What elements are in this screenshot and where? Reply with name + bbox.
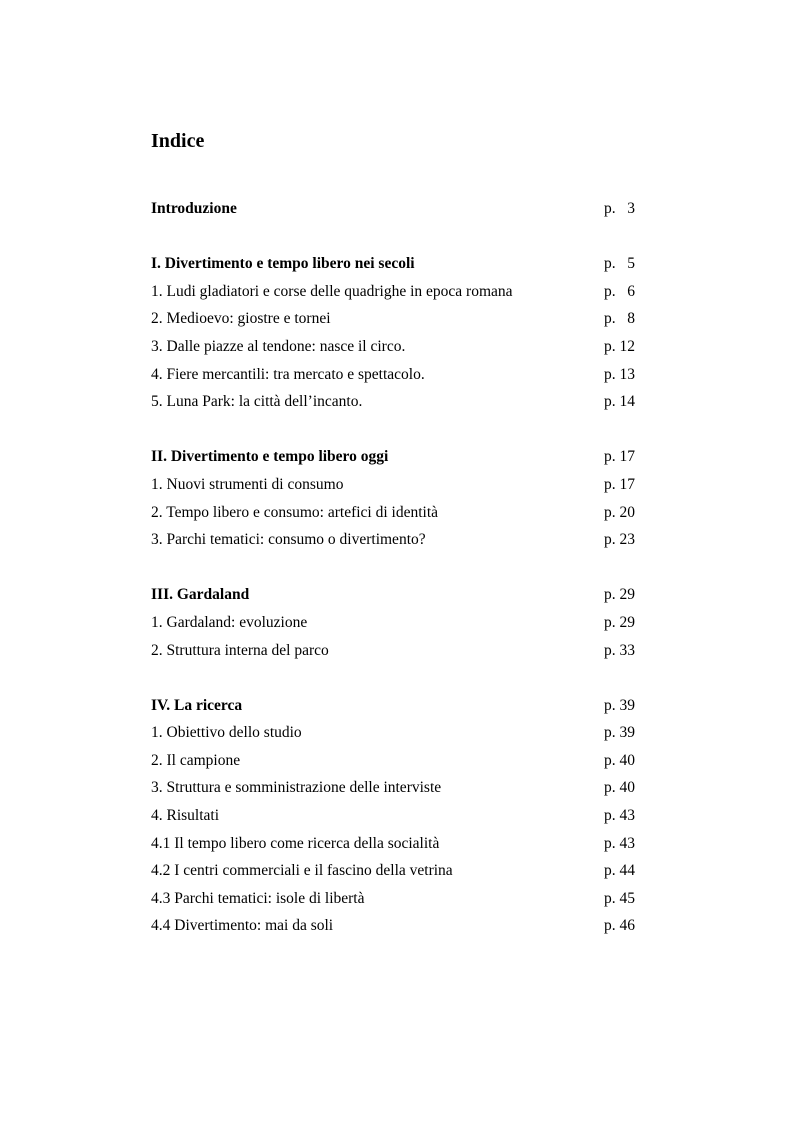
toc-section — [151, 471, 637, 499]
toc-section — [151, 388, 637, 416]
toc-label: 5. Luna Park: la città dell’incanto. — [151, 393, 363, 411]
toc-section — [151, 333, 637, 361]
toc-section — [151, 499, 637, 527]
table-of-contents — [151, 195, 637, 940]
toc-page: p. 12 — [604, 337, 635, 355]
toc-label: 1. Obiettivo dello studio — [151, 724, 302, 742]
toc-section — [151, 802, 637, 830]
toc-page: p. 23 — [604, 531, 635, 549]
toc-page: p. 6 — [604, 282, 635, 300]
toc-label: 4. Fiere mercantili: tra mercato e spettacolo. — [151, 365, 425, 383]
toc-label: Introduzione — [151, 200, 237, 217]
toc-page: p. 14 — [604, 393, 635, 411]
toc-page: p. 40 — [604, 779, 635, 797]
toc-label: 2. Tempo libero e consumo: artefici di identità — [151, 503, 439, 521]
toc-page: p. 8 — [604, 310, 635, 328]
toc-label: 1. Nuovi strumenti di consumo — [151, 475, 344, 493]
toc-label: 4.4 Divertimento: mai da soli — [151, 917, 334, 935]
toc-section — [151, 774, 637, 802]
toc-label: 2. Struttura interna del parco — [151, 641, 329, 659]
toc-label: I. Divertimento e tempo libero nei secoli — [151, 255, 415, 273]
toc-label: III. Gardaland — [151, 586, 250, 604]
toc-page: p. 3 — [604, 200, 635, 217]
toc-section — [151, 305, 637, 333]
toc-section — [151, 526, 637, 554]
toc-page: p. 13 — [604, 365, 635, 383]
toc-label: 1. Ludi gladiatori e corse delle quadrighe in epoca romana — [151, 282, 513, 300]
page-title: Indice — [151, 130, 205, 152]
toc-label: 3. Parchi tematici: consumo o divertimento? — [151, 531, 426, 549]
toc-section — [151, 912, 637, 940]
toc-chapter — [151, 692, 637, 720]
toc-page: p. 17 — [604, 448, 635, 466]
toc-page: p. 29 — [604, 613, 635, 631]
toc-section — [151, 609, 637, 637]
toc-page: p. 17 — [604, 475, 635, 493]
toc-section — [151, 747, 637, 775]
toc-label: 2. Il campione — [151, 751, 241, 769]
toc-page: p. 46 — [604, 917, 635, 935]
toc-label: IV. La ricerca — [151, 696, 243, 714]
toc-label: 4. Risultati — [151, 807, 220, 825]
toc-chapter — [151, 250, 637, 278]
toc-section — [151, 830, 637, 858]
toc-page: p. 45 — [604, 889, 635, 907]
toc-label: 2. Medioevo: giostre e tornei — [151, 310, 331, 328]
toc-label: II. Divertimento e tempo libero oggi — [151, 448, 389, 466]
toc-page: p. 39 — [604, 724, 635, 742]
toc-section — [151, 719, 637, 747]
toc-page: p. 20 — [604, 503, 635, 521]
toc-label: 4.2 I centri commerciali e il fascino della vetrina — [151, 862, 453, 880]
toc-page: p. 29 — [604, 586, 635, 604]
toc-page: p. 33 — [604, 641, 635, 659]
toc-section — [151, 361, 637, 389]
toc-page: p. 43 — [604, 834, 635, 852]
toc-page: p. 40 — [604, 751, 635, 769]
toc-section — [151, 885, 637, 913]
toc-label: 3. Struttura e somministrazione delle interviste — [151, 779, 442, 797]
toc-section — [151, 278, 637, 306]
toc-section — [151, 637, 637, 665]
toc-chapter — [151, 443, 637, 471]
toc-label: 4.3 Parchi tematici: isole di libertà — [151, 889, 365, 907]
toc-label: 1. Gardaland: evoluzione — [151, 613, 308, 631]
toc-label: 3. Dalle piazze al tendone: nasce il circo. — [151, 337, 406, 355]
toc-page: p. 39 — [604, 696, 635, 714]
toc-chapter — [151, 581, 637, 609]
toc-label: 4.1 Il tempo libero come ricerca della socialità — [151, 834, 440, 852]
toc-chapter — [151, 195, 637, 223]
toc-section — [151, 857, 637, 885]
toc-page: p. 5 — [604, 255, 635, 273]
toc-page: p. 44 — [604, 862, 635, 880]
toc-page: p. 43 — [604, 807, 635, 825]
